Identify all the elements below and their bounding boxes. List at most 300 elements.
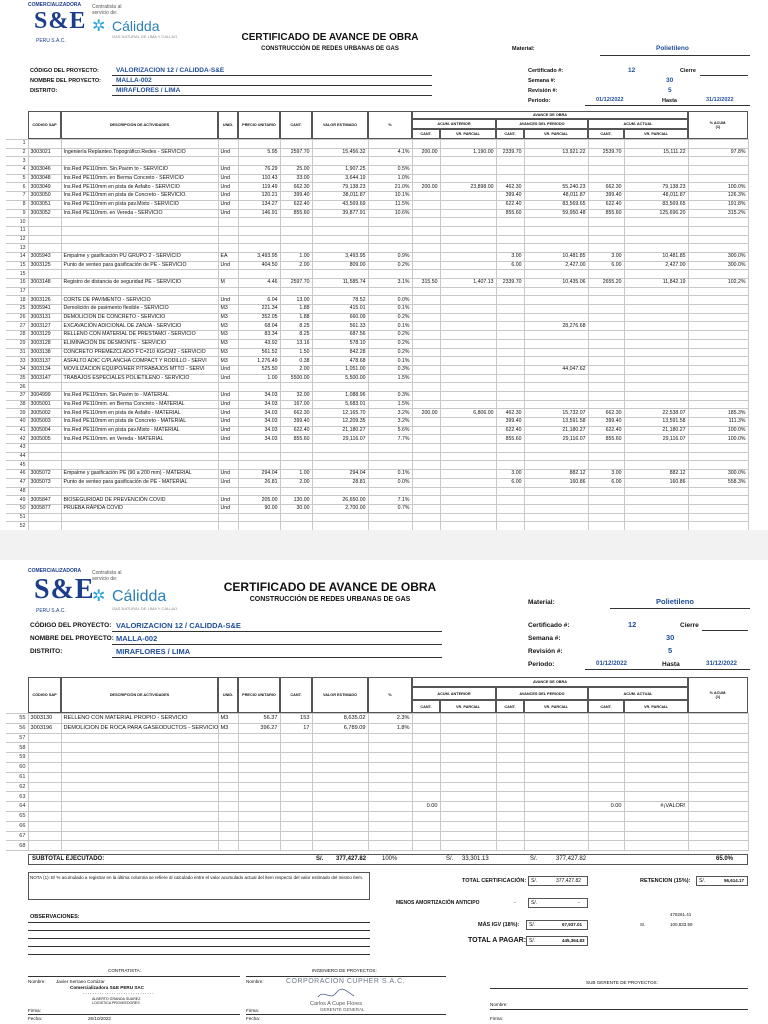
cell-p-cant <box>496 140 524 149</box>
cell-p-vr: 48,011.87 <box>524 192 588 201</box>
cell-pct: 7.1% <box>368 496 412 505</box>
cell-c-cant <box>588 374 624 383</box>
cell-a-cant <box>412 821 440 831</box>
ing-title: INGENIERO DE PROYECTOS: <box>312 968 377 973</box>
cell-precio: 6.04 <box>238 296 280 305</box>
cell-cant: 17 <box>280 723 312 733</box>
cell-valor <box>312 772 368 782</box>
cell-c-cant: 399.40 <box>588 418 624 427</box>
contratista-nombre-label: Nombre: <box>28 979 46 984</box>
semana-value-2: 30 <box>666 633 675 642</box>
col-sub-vr-1: VR. PARCIAL <box>440 129 496 139</box>
cell-cant: 662.30 <box>280 183 312 192</box>
table-row <box>6 305 748 314</box>
cell-a-cant <box>412 192 440 201</box>
cell-a-cant <box>412 723 440 733</box>
cell-a-cant <box>412 339 440 348</box>
cell-a-vr <box>440 452 496 461</box>
cell-a-vr <box>440 226 496 235</box>
cell-valor <box>312 841 368 851</box>
cell-valor <box>312 461 368 470</box>
col2-cant: CANT. <box>280 677 312 713</box>
cell-unid: Und <box>218 296 238 305</box>
cell-unid <box>218 270 238 279</box>
cell-pct: 0.9% <box>368 252 412 261</box>
table-row <box>6 513 748 522</box>
cell-unid <box>218 743 238 753</box>
cell-c-cant <box>588 322 624 331</box>
cell-unid <box>218 792 238 802</box>
cell-a-cant: 315.50 <box>412 279 440 288</box>
codigo-value-2: VALORIZACION 12 / CALIDDA-S&E <box>116 621 241 630</box>
cell-p-vr <box>524 743 588 753</box>
cell-p-cant <box>496 235 524 244</box>
cell-desc <box>61 235 218 244</box>
cell-n: 29 <box>6 339 28 348</box>
cell-valor <box>312 218 368 227</box>
cell-a-vr <box>440 504 496 513</box>
cell-c-cant <box>588 287 624 296</box>
cell-pct <box>368 743 412 753</box>
cell-pct: 11.5% <box>368 200 412 209</box>
cell-c-cant <box>588 792 624 802</box>
cell-acum: 300.0% <box>688 252 748 261</box>
cell-cant: 0.38 <box>280 357 312 366</box>
cell-code: 3005073 <box>28 478 61 487</box>
cell-precio: 3,493.95 <box>238 252 280 261</box>
col2-sub-cant-2: CANT. <box>496 700 524 713</box>
cell-p-cant: 6.00 <box>496 261 524 270</box>
cell-p-vr: 59,950.48 <box>524 209 588 218</box>
col2-unid: UNID. <box>218 677 238 713</box>
cell-desc: CONCRETO PREMEZCLADO F'C=210 KG/CM2 - SERVICIO <box>61 348 218 357</box>
cell-cant <box>280 762 312 772</box>
cell-cant: 1.00 <box>280 470 312 479</box>
col-acum-actual: ACUM. ACTUAL <box>588 119 688 129</box>
cell-p-cant <box>496 287 524 296</box>
cell-a-vr: 23,898.00 <box>440 183 496 192</box>
cell-code: 3003130 <box>28 714 61 724</box>
cell-pct <box>368 762 412 772</box>
cell-p-vr <box>524 400 588 409</box>
codigo-label-2: CÓDIGO DEL PROYECTO: <box>30 622 112 629</box>
cell-pct: 0.2% <box>368 339 412 348</box>
cell-valor <box>312 452 368 461</box>
signature-contratista <box>28 968 240 1024</box>
cell-desc <box>61 743 218 753</box>
distrito-label: DISTRITO: <box>30 88 58 94</box>
table-row <box>6 802 748 812</box>
amort-currency: S/. <box>531 900 538 906</box>
cell-acum <box>688 452 748 461</box>
cell-pct: 0.1% <box>368 322 412 331</box>
client-logo-2: Cálidda <box>112 588 167 605</box>
stamp-role: LOGISTICA PROVEEDORES <box>92 1001 140 1005</box>
semana-label: Semana #: <box>528 78 556 84</box>
cell-a-cant <box>412 426 440 435</box>
cell-p-vr <box>524 733 588 743</box>
cell-c-vr: 79,138.23 <box>624 183 688 192</box>
cell-n: 47 <box>6 478 28 487</box>
cell-n: 50 <box>6 504 28 513</box>
cell-p-vr <box>524 782 588 792</box>
cell-n: 37 <box>6 391 28 400</box>
cell-p-vr <box>524 802 588 812</box>
periodo-currency: S/. <box>530 856 538 862</box>
cell-c-cant: 0.00 <box>588 802 624 812</box>
cell-valor: 809.00 <box>312 261 368 270</box>
cell-precio: 83.34 <box>238 331 280 340</box>
cell-desc: Ins.Red PE110mm en pista de Concreto - SERVICIO. <box>61 192 218 201</box>
cell-c-vr <box>624 513 688 522</box>
cell-unid <box>218 841 238 851</box>
cell-cant: 5500.00 <box>280 374 312 383</box>
cell-a-vr: 1,407.13 <box>440 279 496 288</box>
cell-n: 3 <box>6 157 28 166</box>
cell-unid: Und <box>218 174 238 183</box>
cell-unid: Und <box>218 435 238 444</box>
cell-cant: 2.00 <box>280 365 312 374</box>
cell-precio: 34.03 <box>238 409 280 418</box>
cell-p-cant <box>496 400 524 409</box>
cell-a-vr <box>440 391 496 400</box>
cell-a-cant <box>412 174 440 183</box>
cell-acum <box>688 357 748 366</box>
cell-pct <box>368 487 412 496</box>
cell-c-vr <box>624 452 688 461</box>
cell-p-vr <box>524 504 588 513</box>
cell-c-cant: 399.40 <box>588 192 624 201</box>
ing-nombre-label: Nombre: <box>246 979 264 984</box>
cell-p-vr: 55,240.23 <box>524 183 588 192</box>
cell-desc: Punto de venteo para gasificación de PE - MATERIAL <box>61 478 218 487</box>
col2-pct: % <box>368 677 412 713</box>
cell-cant <box>280 733 312 743</box>
cell-acum <box>688 174 748 183</box>
ing-company: CORPORACION CUPHER S.A.C. <box>286 978 406 985</box>
cell-unid: Und <box>218 391 238 400</box>
cell-cant <box>280 513 312 522</box>
cell-a-vr <box>440 305 496 314</box>
cell-a-vr <box>440 435 496 444</box>
cell-c-cant: 622.40 <box>588 426 624 435</box>
cell-acum <box>688 296 748 305</box>
cell-acum: 300.0% <box>688 470 748 479</box>
contract-note: Contratista al servicio de: <box>92 4 122 16</box>
cell-c-cant <box>588 504 624 513</box>
cell-a-vr <box>440 400 496 409</box>
cell-pct: 7.7% <box>368 435 412 444</box>
cell-valor <box>312 444 368 453</box>
cell-p-cant <box>496 174 524 183</box>
cell-c-cant <box>588 339 624 348</box>
cell-unid: Und <box>218 426 238 435</box>
cell-valor: 43,569.69 <box>312 200 368 209</box>
cell-cant: 8.25 <box>280 331 312 340</box>
cell-code: 3005847 <box>28 496 61 505</box>
revision-value: 5 <box>668 87 672 94</box>
cell-a-vr <box>440 270 496 279</box>
cell-acum <box>688 313 748 322</box>
cell-p-cant <box>496 841 524 851</box>
table-row <box>6 157 748 166</box>
cell-acum: 111.3% <box>688 418 748 427</box>
cell-cant: 2.00 <box>280 261 312 270</box>
cell-p-vr <box>524 487 588 496</box>
cell-a-vr <box>440 762 496 772</box>
cell-code <box>28 802 61 812</box>
cell-valor <box>312 753 368 763</box>
cell-cant <box>280 753 312 763</box>
cell-p-cant <box>496 753 524 763</box>
cell-pct <box>368 513 412 522</box>
acum-ant-total: 33,301.13 <box>462 856 489 862</box>
table-row <box>6 209 748 218</box>
cell-precio: 110.43 <box>238 174 280 183</box>
cell-a-vr: 6,806.00 <box>440 409 496 418</box>
cell-c-vr <box>624 357 688 366</box>
cell-n: 56 <box>6 723 28 733</box>
acum-pct-total: 65.0% <box>716 856 734 862</box>
cell-n: 6 <box>6 183 28 192</box>
periodo-total: 377,427.82 <box>556 856 587 862</box>
cell-acum <box>688 339 748 348</box>
cell-acum <box>688 487 748 496</box>
cell-acum: 100.0% <box>688 426 748 435</box>
cell-code: 3003138 <box>28 348 61 357</box>
cell-valor <box>312 733 368 743</box>
revision-label: Revisión #: <box>528 88 558 94</box>
cell-c-cant <box>588 811 624 821</box>
cell-c-cant <box>588 391 624 400</box>
cell-valor: 11,585.74 <box>312 279 368 288</box>
cell-cant: 1.50 <box>280 348 312 357</box>
cell-precio <box>238 461 280 470</box>
cell-a-vr <box>440 365 496 374</box>
cell-desc <box>61 140 218 149</box>
cell-a-vr <box>440 166 496 175</box>
cell-p-cant <box>496 496 524 505</box>
cell-a-vr <box>440 157 496 166</box>
table-row <box>6 174 748 183</box>
cell-pct: 0.1% <box>368 357 412 366</box>
cell-a-cant <box>412 762 440 772</box>
cell-a-vr <box>440 470 496 479</box>
cell-precio <box>238 140 280 149</box>
client-logo-sub: GAS NATURAL DE LIMA Y CALLAO <box>112 34 178 39</box>
cell-code: 3003048 <box>28 174 61 183</box>
table-row <box>6 792 748 802</box>
cell-p-cant: 855.60 <box>496 435 524 444</box>
cell-unid <box>218 218 238 227</box>
cell-n: 41 <box>6 426 28 435</box>
col-sub-vr-2: VR. PARCIAL <box>524 129 588 139</box>
cell-n: 28 <box>6 331 28 340</box>
total-cert-currency: S/. <box>531 878 538 884</box>
cell-cant: 622.40 <box>280 200 312 209</box>
cell-p-vr <box>524 513 588 522</box>
cell-p-cant <box>496 166 524 175</box>
cell-n: 26 <box>6 313 28 322</box>
table-row <box>6 374 748 383</box>
cell-n: 40 <box>6 418 28 427</box>
cell-pct: 0.2% <box>368 261 412 270</box>
cell-a-cant <box>412 478 440 487</box>
col2-sub-vr-2: VR. PARCIAL <box>524 700 588 713</box>
cell-a-vr <box>440 772 496 782</box>
periodo-from-2: 01/12/2022 <box>596 660 627 667</box>
cell-unid: Und <box>218 209 238 218</box>
cell-n: 39 <box>6 409 28 418</box>
cell-precio <box>238 452 280 461</box>
cell-p-cant <box>496 157 524 166</box>
cell-precio: 4.46 <box>238 279 280 288</box>
cell-desc: TRABAJOS ESPECIALES POLIETILENO - SERVICIO <box>61 374 218 383</box>
cell-pct <box>368 244 412 253</box>
cell-acum: 126.3% <box>688 192 748 201</box>
cell-a-cant <box>412 270 440 279</box>
cell-code <box>28 821 61 831</box>
cell-precio <box>238 762 280 772</box>
logo-sub-2: PERU S.A.C. <box>36 608 66 614</box>
cell-c-cant <box>588 365 624 374</box>
cell-c-cant <box>588 444 624 453</box>
cell-code: 3004999 <box>28 391 61 400</box>
cell-unid: Und <box>218 418 238 427</box>
cell-unid <box>218 140 238 149</box>
cell-a-vr <box>440 192 496 201</box>
table-row <box>6 166 748 175</box>
cell-c-vr <box>624 244 688 253</box>
cell-c-cant: 3.00 <box>588 252 624 261</box>
cell-p-vr <box>524 374 588 383</box>
cell-c-vr <box>624 140 688 149</box>
col2-sub-cant-3: CANT. <box>588 700 624 713</box>
cell-pct: 1.5% <box>368 374 412 383</box>
cell-a-vr <box>440 418 496 427</box>
igv-label: MÁS IGV (18%): <box>478 922 520 928</box>
cell-acum: 97.8% <box>688 148 748 157</box>
cell-valor <box>312 513 368 522</box>
cell-precio <box>238 753 280 763</box>
cell-unid: M3 <box>218 305 238 314</box>
cell-precio: 76.29 <box>238 166 280 175</box>
company-logo-2 <box>28 566 203 622</box>
contratista-name: Javier Serrano Cortázar <box>56 979 105 984</box>
cell-valor <box>312 782 368 792</box>
cell-a-cant <box>412 461 440 470</box>
cell-acum <box>688 383 748 392</box>
cell-acum: 100.0% <box>688 183 748 192</box>
cell-acum: 300.0% <box>688 261 748 270</box>
cell-c-cant <box>588 513 624 522</box>
cell-c-vr: 10,481.85 <box>624 252 688 261</box>
cell-p-vr: 10,435.06 <box>524 279 588 288</box>
cell-pct <box>368 452 412 461</box>
cell-c-cant <box>588 166 624 175</box>
cell-pct: 10.1% <box>368 192 412 201</box>
observaciones-label: OBSERVACIONES: <box>30 914 80 920</box>
cell-code: 3005003 <box>28 418 61 427</box>
cell-a-vr <box>440 496 496 505</box>
cell-precio <box>238 226 280 235</box>
page-title-2: CERTIFICADO DE AVANCE DE OBRA <box>223 580 437 594</box>
cell-p-vr <box>524 496 588 505</box>
cell-acum <box>688 782 748 792</box>
cell-code <box>28 244 61 253</box>
cell-cant: 855.60 <box>280 435 312 444</box>
cell-c-cant <box>588 174 624 183</box>
cell-a-vr <box>440 831 496 841</box>
cell-n: 66 <box>6 821 28 831</box>
cell-cant <box>280 140 312 149</box>
cell-precio: 525.50 <box>238 365 280 374</box>
cell-p-cant <box>496 487 524 496</box>
cell-code: 3003051 <box>28 200 61 209</box>
cell-p-vr: 10,481.85 <box>524 252 588 261</box>
cell-p-vr <box>524 287 588 296</box>
cell-a-cant <box>412 140 440 149</box>
cell-p-vr: 2,427.00 <box>524 261 588 270</box>
cell-unid <box>218 782 238 792</box>
stamp-name: ALBERTO GRANDA SUAREZ <box>92 997 141 1001</box>
cell-n: 38 <box>6 400 28 409</box>
cell-pct <box>368 140 412 149</box>
cell-valor: 660.09 <box>312 313 368 322</box>
cell-a-vr <box>440 782 496 792</box>
cell-a-cant <box>412 792 440 802</box>
table-row <box>6 348 748 357</box>
cell-p-vr <box>524 357 588 366</box>
distrito-value: MIRAFLORES / LIMA <box>116 87 181 94</box>
cell-valor: 478.68 <box>312 357 368 366</box>
col-avance: AVANCE DE OBRA <box>412 111 688 119</box>
cell-precio: 205.00 <box>238 496 280 505</box>
col2-desc: DESCRIPCIÓN DE ACTIVIDADES <box>61 677 218 713</box>
cell-code <box>28 831 61 841</box>
cell-acum <box>688 391 748 400</box>
cell-unid: Und <box>218 261 238 270</box>
cell-c-cant <box>588 762 624 772</box>
cell-a-cant <box>412 157 440 166</box>
cell-n: 15 <box>6 261 28 270</box>
cell-pct: 1.5% <box>368 400 412 409</box>
table-row <box>6 322 748 331</box>
cell-unid: Und <box>218 183 238 192</box>
cell-unid <box>218 802 238 812</box>
cell-valor: 28.81 <box>312 478 368 487</box>
amort-value: - <box>578 900 580 906</box>
cell-pct: 0.3% <box>368 391 412 400</box>
cell-n: 67 <box>6 831 28 841</box>
cell-p-cant <box>496 383 524 392</box>
cell-c-vr <box>624 400 688 409</box>
cell-cant: 399.40 <box>280 192 312 201</box>
cell-p-cant: 2339.70 <box>496 148 524 157</box>
cell-desc <box>61 762 218 772</box>
table-row <box>6 461 748 470</box>
cell-unid: Und <box>218 200 238 209</box>
cell-precio <box>238 444 280 453</box>
cell-desc <box>61 157 218 166</box>
cell-c-cant: 855.60 <box>588 435 624 444</box>
cell-desc <box>61 287 218 296</box>
cell-valor <box>312 792 368 802</box>
table-row <box>6 841 748 851</box>
stamp-line: .............................. <box>83 990 155 996</box>
cell-acum <box>688 723 748 733</box>
col-precio: PRECIO UNITARIO <box>238 111 280 139</box>
